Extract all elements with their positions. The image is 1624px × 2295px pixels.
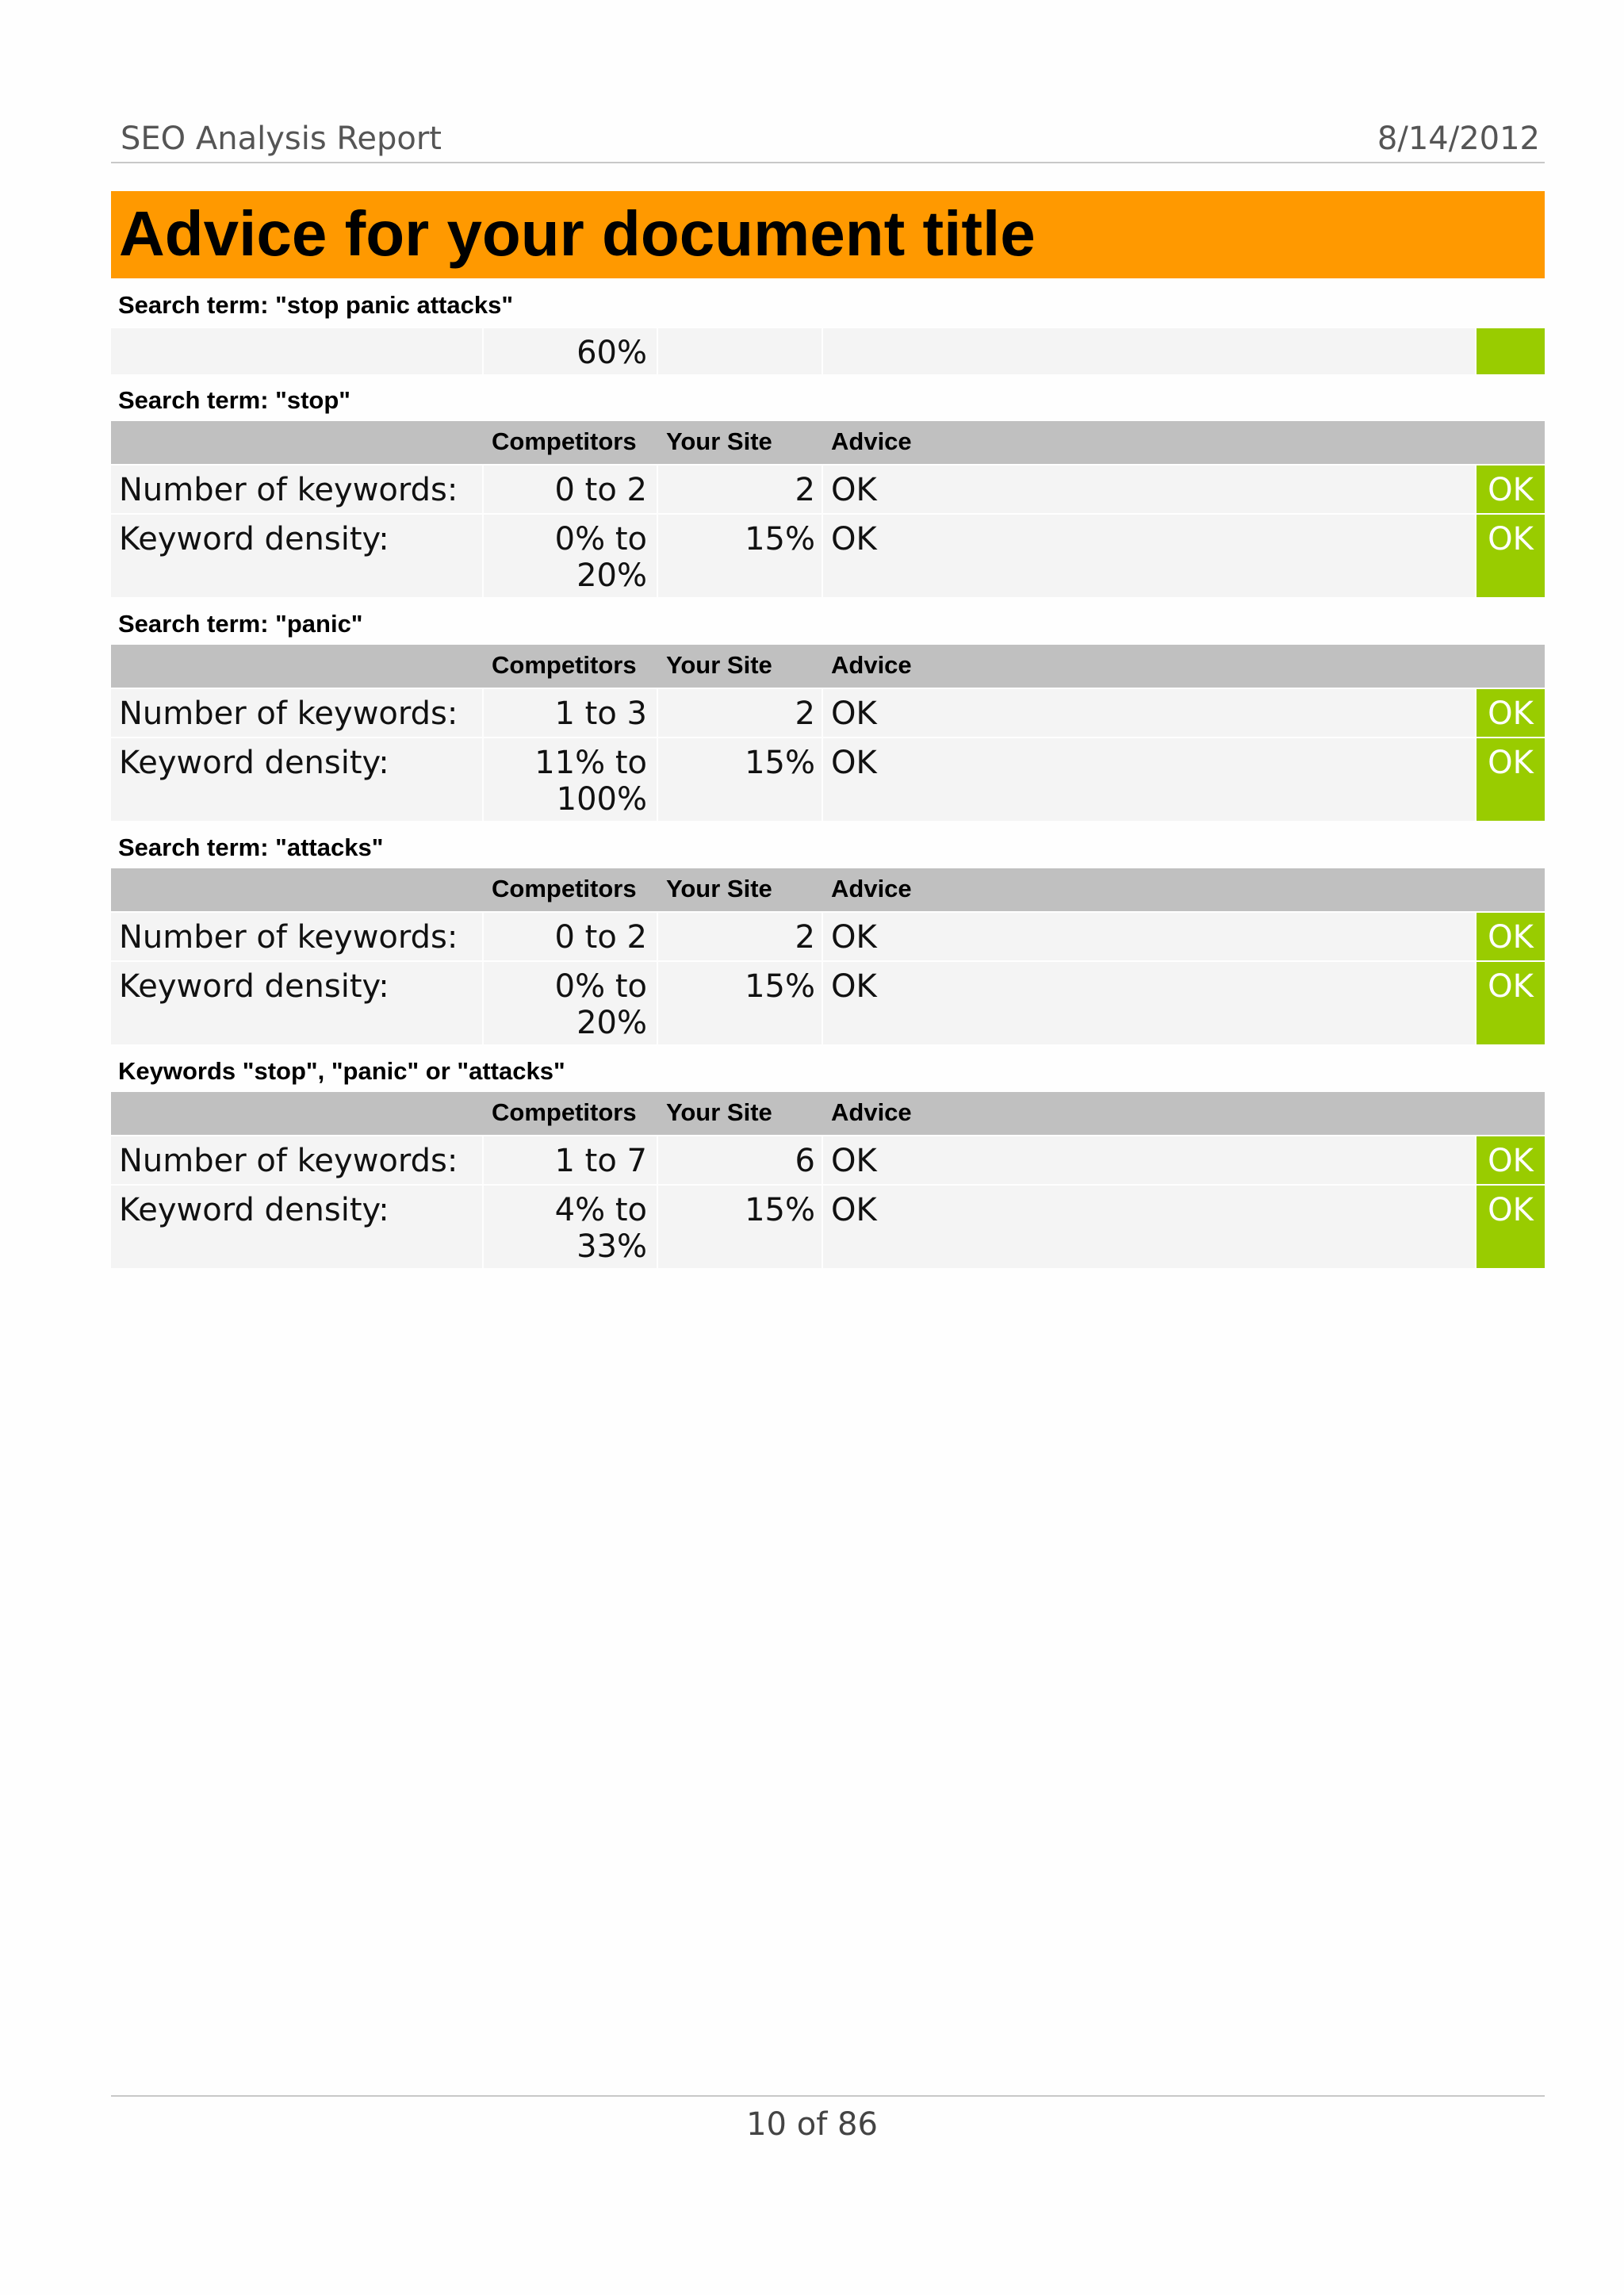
header-competitors: Competitors — [484, 421, 657, 464]
table-row — [111, 689, 1545, 737]
your-site-value: 15% — [658, 962, 822, 1044]
competitors-value: 11% to 100% — [484, 738, 657, 821]
status-badge: OK — [1477, 466, 1545, 513]
header-competitors: Competitors — [484, 1092, 657, 1135]
table-row — [111, 515, 1545, 597]
status-badge: OK — [1477, 689, 1545, 737]
metric-label: Keyword density: — [111, 515, 482, 597]
advice-text: OK — [823, 515, 1475, 597]
competitors-value: 0 to 2 — [484, 913, 657, 960]
header-your-site: Your Site — [658, 421, 822, 464]
overall-empty-cell — [823, 328, 1475, 374]
competitors-value: 0% to 20% — [484, 962, 657, 1044]
header-competitors: Competitors — [484, 868, 657, 911]
status-badge: OK — [1477, 913, 1545, 960]
advice-text: OK — [823, 738, 1475, 821]
table-row — [111, 1186, 1545, 1268]
header-your-site: Your Site — [658, 645, 822, 688]
advice-text: OK — [823, 1136, 1475, 1184]
header-advice: Advice — [823, 421, 1475, 464]
header-your-site: Your Site — [658, 868, 822, 911]
competitors-value: 0 to 2 — [484, 466, 657, 513]
table-row — [111, 1136, 1545, 1184]
metric-label: Number of keywords: — [111, 1136, 482, 1184]
section-label: Search term: "attacks" — [118, 833, 384, 861]
report-date: 8/14/2012 — [1377, 121, 1540, 157]
header-advice: Advice — [823, 645, 1475, 688]
table-row — [111, 738, 1545, 821]
status-badge: OK — [1477, 962, 1545, 1044]
overall-score-row — [111, 328, 1545, 374]
your-site-value: 2 — [658, 689, 822, 737]
header-status — [1477, 645, 1545, 688]
competitors-value: 1 to 7 — [484, 1136, 657, 1184]
advice-text: OK — [823, 962, 1475, 1044]
metric-label: Keyword density: — [111, 738, 482, 821]
status-badge: OK — [1477, 738, 1545, 821]
header-status — [1477, 1092, 1545, 1135]
your-site-value: 15% — [658, 1186, 822, 1268]
status-badge: OK — [1477, 1186, 1545, 1268]
overall-status-indicator — [1477, 328, 1545, 374]
section-label: Search term: "panic" — [118, 610, 363, 638]
header-empty — [111, 645, 482, 688]
page-header — [111, 116, 1545, 163]
overall-score: 60% — [484, 328, 657, 374]
header-empty — [111, 1092, 482, 1135]
metric-label: Keyword density: — [111, 962, 482, 1044]
metric-label: Number of keywords: — [111, 689, 482, 737]
table-header-row — [111, 868, 1545, 911]
header-advice: Advice — [823, 1092, 1475, 1135]
status-badge: OK — [1477, 1136, 1545, 1184]
overall-empty-cell — [658, 328, 822, 374]
your-site-value: 2 — [658, 913, 822, 960]
banner-title: Advice for your document title — [119, 198, 1036, 269]
header-advice: Advice — [823, 868, 1475, 911]
competitors-value: 1 to 3 — [484, 689, 657, 737]
table-row — [111, 466, 1545, 513]
table-row — [111, 962, 1545, 1044]
report-title: SEO Analysis Report — [121, 121, 442, 157]
overall-search-term-label: Search term: "stop panic attacks" — [118, 291, 514, 319]
competitors-value: 0% to 20% — [484, 515, 657, 597]
advice-text: OK — [823, 689, 1475, 737]
table-header-row — [111, 645, 1545, 688]
advice-text: OK — [823, 913, 1475, 960]
metric-label: Keyword density: — [111, 1186, 482, 1268]
footer-divider — [111, 2095, 1545, 2097]
advice-text: OK — [823, 1186, 1475, 1268]
header-your-site: Your Site — [658, 1092, 822, 1135]
table-header-row — [111, 1092, 1545, 1135]
table-row — [111, 913, 1545, 960]
header-competitors: Competitors — [484, 645, 657, 688]
page-number: 10 of 86 — [746, 2106, 878, 2143]
section-label: Keywords "stop", "panic" or "attacks" — [118, 1057, 565, 1085]
table-header-row — [111, 421, 1545, 464]
advice-text: OK — [823, 466, 1475, 513]
section-label: Search term: "stop" — [118, 386, 350, 414]
metric-label: Number of keywords: — [111, 913, 482, 960]
your-site-value: 15% — [658, 515, 822, 597]
overall-empty-cell — [111, 328, 482, 374]
metric-label: Number of keywords: — [111, 466, 482, 513]
your-site-value: 2 — [658, 466, 822, 513]
status-badge: OK — [1477, 515, 1545, 597]
header-status — [1477, 421, 1545, 464]
header-status — [1477, 868, 1545, 911]
competitors-value: 4% to 33% — [484, 1186, 657, 1268]
header-empty — [111, 421, 482, 464]
header-empty — [111, 868, 482, 911]
your-site-value: 6 — [658, 1136, 822, 1184]
your-site-value: 15% — [658, 738, 822, 821]
section-banner — [111, 191, 1545, 278]
